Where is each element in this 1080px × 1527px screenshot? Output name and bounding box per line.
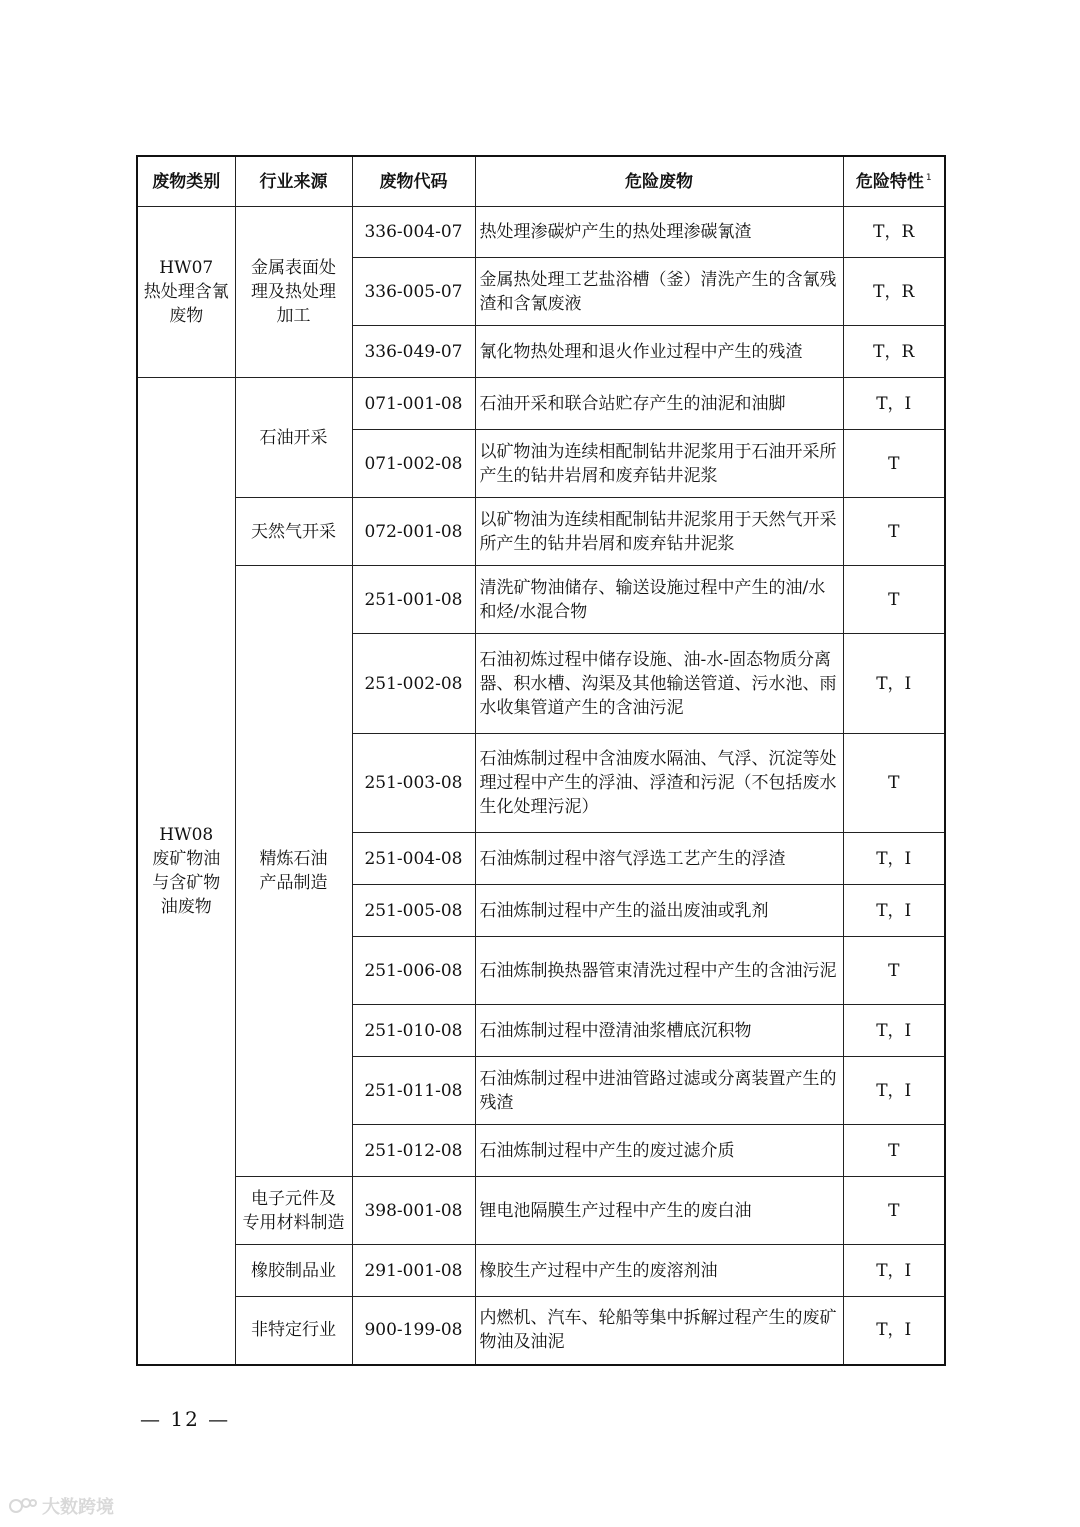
hazard-property: T，I [843,1057,945,1125]
waste-code: 398-001-08 [352,1177,475,1245]
hazard-property: T [843,566,945,634]
source-group: 电子元件及 专用材料制造 [235,1177,352,1245]
hazard-property: T，I [843,885,945,937]
table-row [137,498,945,566]
waste-description: 热处理渗碳炉产生的热处理渗碳氰渣 [475,207,843,258]
source-hw07: 金属表面处 理及热处理 加工 [235,207,352,378]
waste-code: 251-012-08 [352,1125,475,1177]
waste-description: 石油炼制换热器管束清洗过程中产生的含油污泥 [475,937,843,1005]
hazard-property: T，I [843,833,945,885]
waste-code: 251-005-08 [352,885,475,937]
hazard-property: T，I [843,634,945,734]
waste-description: 以矿物油为连续相配制钻井泥浆用于天然气开采所产生的钻井岩屑和废弃钻井泥浆 [475,498,843,566]
source-group: 天然气开采 [235,498,352,566]
waste-code: 251-003-08 [352,734,475,833]
header-property-label: 危险特性 [855,171,924,192]
waste-table [136,155,946,1366]
waste-code: 900-199-08 [352,1297,475,1365]
hazard-property: T [843,1177,945,1245]
waste-description: 石油开采和联合站贮存产生的油泥和油脚 [475,378,843,430]
watermark-text: 大数跨境 [42,1497,114,1518]
hazard-property: T [843,734,945,833]
waste-code: 251-002-08 [352,634,475,734]
table-header [137,156,945,207]
waste-description: 橡胶生产过程中产生的废溶剂油 [475,1245,843,1297]
table-body [137,207,945,1365]
waste-code: 071-002-08 [352,430,475,498]
header-row [137,156,945,207]
waste-description: 以矿物油为连续相配制钻井泥浆用于石油开采所产生的钻井岩屑和废弃钻井泥浆 [475,430,843,498]
hazard-property: T，I [843,1245,945,1297]
table-row [137,1177,945,1245]
header-property [843,156,945,207]
waste-description: 金属热处理工艺盐浴槽（釜）清洗产生的含氰残渣和含氰废液 [475,258,843,326]
source-group: 石油开采 [235,378,352,498]
source-group: 橡胶制品业 [235,1245,352,1297]
waste-description: 石油炼制过程中产生的废过滤介质 [475,1125,843,1177]
waste-code: 336-005-07 [352,258,475,326]
waste-description: 石油炼制过程中进油管路过滤或分离装置产生的残渣 [475,1057,843,1125]
watermark [8,1493,114,1519]
hazard-property: T，I [843,378,945,430]
table-row [137,378,945,430]
hazard-property: T，R [843,258,945,326]
watermark-logo-icon [8,1495,38,1517]
waste-description: 氰化物热处理和退火作业过程中产生的残渣 [475,326,843,378]
header-property-footnote: 1 [925,172,932,183]
hazard-property: T，R [843,326,945,378]
waste-code: 251-011-08 [352,1057,475,1125]
waste-description: 石油炼制过程中澄清油浆槽底沉积物 [475,1005,843,1057]
header-category: 废物类别 [137,156,235,207]
hazard-property: T [843,937,945,1005]
table-row [137,1245,945,1297]
waste-code: 336-004-07 [352,207,475,258]
waste-code: 251-001-08 [352,566,475,634]
waste-code: 071-001-08 [352,378,475,430]
source-group: 精炼石油 产品制造 [235,566,352,1177]
waste-description: 石油初炼过程中储存设施、油-水-固态物质分离器、积水槽、沟渠及其他输送管道、污水池、雨水收集管道产生的含油污泥 [475,634,843,734]
waste-code: 251-010-08 [352,1005,475,1057]
waste-code: 072-001-08 [352,498,475,566]
waste-description: 清洗矿物油储存、输送设施过程中产生的油/水和烃/水混合物 [475,566,843,634]
waste-description: 石油炼制过程中含油废水隔油、气浮、沉淀等处理过程中产生的浮油、浮渣和污泥（不包括废水生化处理污泥） [475,734,843,833]
table-row [137,566,945,634]
waste-code: 251-006-08 [352,937,475,1005]
waste-description: 石油炼制过程中产生的溢出废油或乳剂 [475,885,843,937]
waste-description: 内燃机、汽车、轮船等集中拆解过程产生的废矿物油及油泥 [475,1297,843,1365]
hazard-property: T，R [843,207,945,258]
waste-code: 251-004-08 [352,833,475,885]
header-source: 行业来源 [235,156,352,207]
header-code: 废物代码 [352,156,475,207]
waste-code: 336-049-07 [352,326,475,378]
waste-code: 291-001-08 [352,1245,475,1297]
hazard-property: T [843,498,945,566]
category-hw07: HW07 热处理含氰 废物 [137,207,235,378]
page-number: — 12 — [140,1407,231,1431]
header-waste: 危险废物 [475,156,843,207]
table-row [137,1297,945,1365]
waste-description: 锂电池隔膜生产过程中产生的废白油 [475,1177,843,1245]
hazard-property: T，I [843,1005,945,1057]
hazard-property: T [843,1125,945,1177]
category-hw08: HW08 废矿物油 与含矿物 油废物 [137,378,235,1365]
waste-description: 石油炼制过程中溶气浮选工艺产生的浮渣 [475,833,843,885]
hazard-property: T [843,430,945,498]
hazard-property: T，I [843,1297,945,1365]
table-row [137,207,945,258]
source-group: 非特定行业 [235,1297,352,1365]
